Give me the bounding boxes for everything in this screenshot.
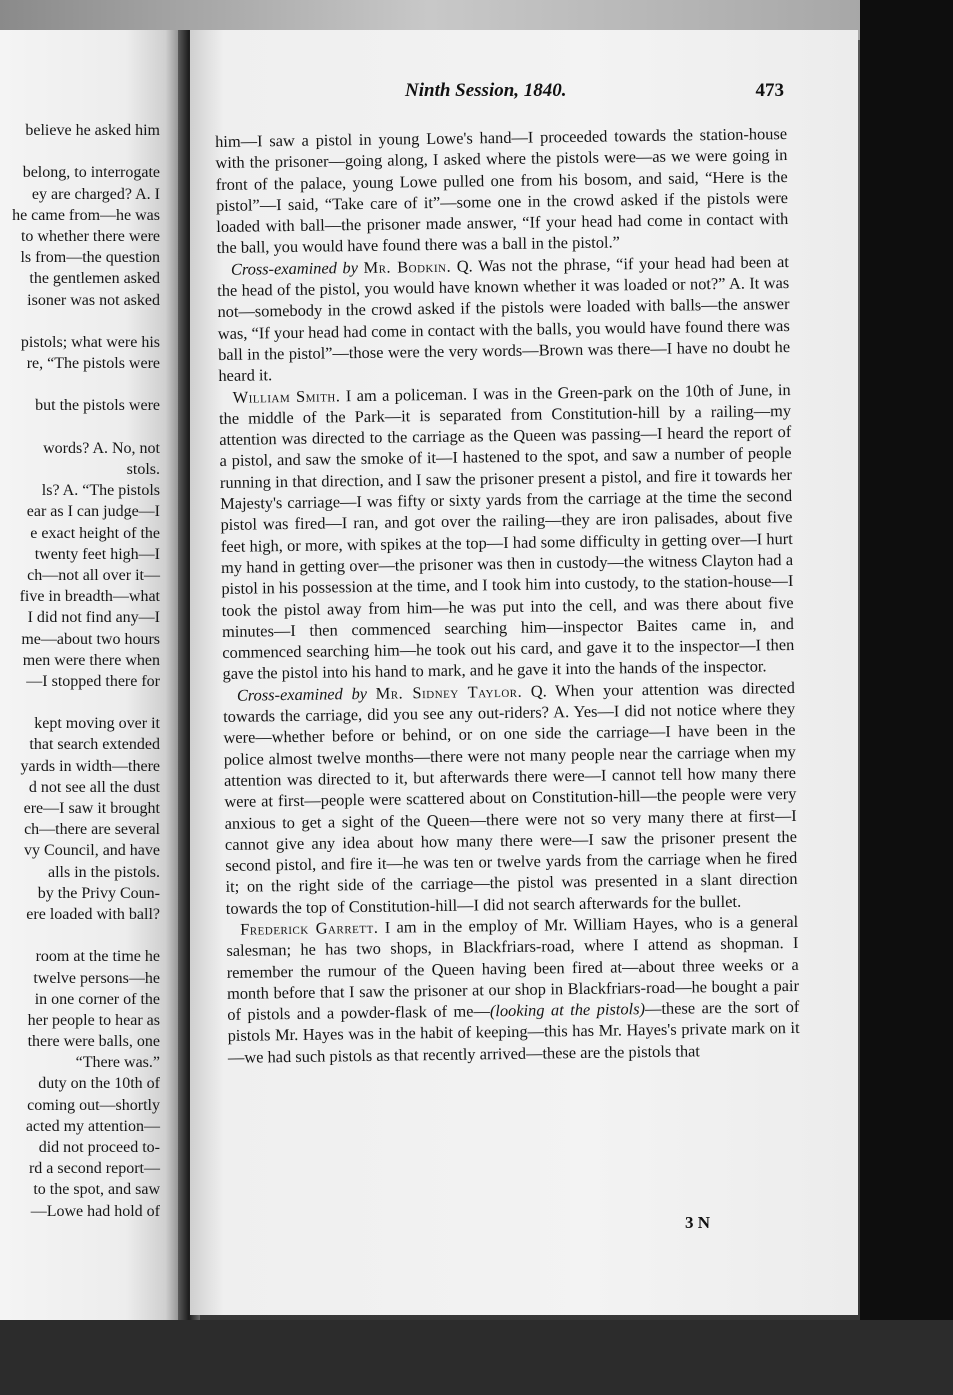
paragraph-text: I am in the employ of Mr. William Hayes, who is a general salesman; he has two shops, in Blackfriars-road, where I attend as shopman. I remember the rumour of the Queen having been fired at—about three weeks or a month before that I saw the prisoner at our shop in Blackfriars-road—he bought a pair of pistols and a powder-flask of me—	[226, 911, 800, 1025]
left-page-line: e exact height of the	[30, 524, 160, 542]
left-page-line: the gentlemen asked	[29, 270, 160, 288]
left-page-line: did not proceed to-	[38, 1139, 160, 1156]
paragraph-text: Q. Was not the phrase, “if your head had been at the head of the pistol, you would have known whether it was loaded or not?” A. It was not—somebody in the crowd asked if the pistols were loaded with balls—the answer was, “If your head had come in contact with the balls, you would have found there was ball in the pistol”—those were the very words—Brown was there—I have no doubt he heard it.	[217, 251, 791, 386]
left-page-line: re, “The pistols were	[26, 355, 160, 373]
left-page-line: d not see all the dust	[28, 778, 160, 796]
left-page-line: —I stopped there for	[26, 672, 160, 690]
stage-direction: (looking at the pistols)	[489, 999, 646, 1021]
paragraph-text: —these are the sort of pistols Mr. Hayes was in the habit of keeping—this has Mr. Hayes's private mark on it—we had such pistols as that recently arrived—these are the pistols that	[227, 997, 800, 1067]
left-page-line: pistols; what were his	[20, 333, 160, 351]
left-page-line: belong, to interrogate	[22, 164, 160, 182]
cross-examined-label: Cross-examined by	[230, 257, 359, 279]
paragraph-cross-exam-taylor	[223, 677, 798, 919]
page-body	[215, 123, 800, 1068]
left-page-line: —Lowe had hold of	[30, 1202, 160, 1220]
left-page-line: rd a second report—	[28, 1160, 160, 1178]
left-page-line: there were balls, one	[27, 1033, 160, 1051]
left-page-line: vy Council, and have	[24, 842, 160, 860]
left-page-line: duty on the 10th of	[38, 1075, 160, 1093]
left-page-line: twelve persons—he	[33, 969, 160, 987]
left-page-line: men were there when	[22, 651, 160, 669]
left-page-line	[0, 141, 160, 162]
page-number: 473	[755, 80, 784, 101]
paragraph-text: I am a policeman. I was in the Green-park on the 10th of June, in the middle of the Park—it is separated from Constitution-hill by a railing—my attention was directed to the carriage as the Queen was passing—I heard the report of a pistol, and saw the smoke of it—I hastened to the spot, and saw a number of people running in that direction, and I saw the prisoner present a pistol, and fire it towards her Majesty's carriage—I was fifty or sixty yards from the carriage at the time the second pistol was fired—I ran, and got over the railing—they are iron palisades, about five feet high, or more, with spikes at the top—I had some difficulty in getting over—I hurt my hand in getting over—the prisoner was then in custody—the witness Clayton had a pistol in his possession at the time, and I took him into custody, to the station-house—I took the pistol away from him—he was put into the cell, and was there about five minutes—I then commenced searching him—inspector Baites came in, and commenced searching him—he took out his card, and gave it to the inspector—I then gave the pistol into his hand to mark, and he gave it into the hands of the inspector.	[218, 379, 795, 684]
left-page-line: yards in width—there	[20, 757, 160, 775]
left-page-line	[0, 417, 160, 438]
left-page-line: believe he asked him	[25, 122, 160, 139]
counsel-name: Mr. Sidney Taylor.	[375, 681, 523, 703]
signature-mark: 3 N	[685, 1213, 711, 1232]
witness-name: William Smith.	[232, 385, 341, 407]
running-title: Ninth Session, 1840.	[405, 80, 567, 101]
left-page-line: alls in the pistols.	[48, 863, 160, 881]
left-page-line: her people to hear as	[27, 1011, 160, 1029]
left-page	[0, 30, 180, 1320]
left-page-line: he came from—he was	[12, 206, 160, 224]
paragraph-text: Q. When your attention was directed towards the carriage, did you see any out-riders? A. Yes—I did not notice where they were—whether before or behind, or on one side the carriage—I have been in the police almost twelve months—there were not many people near the carriage when my attention was directed to it, but afterwards there were—I cannot tell how many there were at first—people were scattered about on Constitution-hill—the people were very anxious to get a sight of the Queen—there were not so very many there at first—I cannot give any idea about how many there were—I saw the prisoner present the second pistol, and fire it—he was ten or twelve yards from the carriage when he fired it; on the right side of the carriage—the pistol was presented in a slant direction towards the top of Constitution-hill—I did not search afterwards for the bullet.	[223, 677, 798, 918]
left-page-line: ere—I saw it brought	[23, 800, 160, 817]
left-page-line	[0, 311, 160, 332]
left-page-line: in one corner of the	[34, 990, 160, 1008]
left-page-line: five in breadth—what	[19, 588, 160, 606]
left-page-line	[0, 925, 160, 946]
left-page-line: to the spot, and saw	[33, 1181, 160, 1199]
paragraph-cross-exam-bodkin	[217, 251, 791, 387]
left-page-line: isoner was not asked	[27, 291, 160, 309]
left-page-line: acted my attention—	[25, 1117, 160, 1135]
left-page-line: I did not find any—I	[27, 609, 160, 627]
bottom-edge	[0, 1320, 953, 1395]
left-page-line: words? A. No, not	[43, 439, 160, 457]
left-page-line: ey are charged? A. I	[31, 185, 160, 203]
left-page-line: ls? A. “The pistols	[41, 482, 160, 500]
left-page-text	[0, 120, 160, 1222]
paragraph-witness-smith	[219, 379, 795, 685]
left-page-line: ch—not all over it—	[27, 566, 160, 584]
left-page-line: room at the time he	[35, 948, 160, 966]
left-page-line: coming out—shortly	[27, 1096, 160, 1114]
left-page-line: ch—there are several	[24, 821, 160, 839]
left-page-line: “There was.”	[75, 1054, 160, 1072]
right-page	[190, 30, 858, 1315]
left-page-line	[0, 692, 160, 713]
counsel-name: Mr. Bodkin.	[363, 256, 452, 277]
left-page-line: but the pistols were	[35, 397, 160, 415]
paragraph-continuation: him—I saw a pistol in young Lowe's hand—I proceeded towards the station-house with the prisoner—going along, I asked where the pistols were—as we were going in front of the palace, young Lowe pulled one from his bosom, and said, “Here is the pistol”—I said, “Take care of it”—some one in the crowd asked if the pistols were loaded with ball—the prisoner made answer, “If your head had come in contact with the ball, you would have found there was a ball in the pistol.”	[215, 124, 789, 258]
right-dark-margin	[860, 0, 953, 1395]
witness-name: Frederick Garrett.	[240, 917, 379, 939]
left-page-line: that search extended	[29, 736, 160, 754]
left-page-line: stols.	[126, 461, 160, 478]
page-header	[190, 80, 790, 110]
left-page-line: by the Privy Coun-	[37, 884, 160, 902]
left-page-line: ls from—the question	[20, 249, 160, 267]
left-page-line: kept moving over it	[34, 715, 160, 733]
left-page-line: ear as I can judge—I	[26, 503, 160, 521]
left-page-line: to whether there were	[20, 227, 160, 245]
left-page-line: ere loaded with ball?	[26, 905, 160, 923]
left-page-line	[0, 374, 160, 395]
left-page-line: me—about two hours	[21, 630, 160, 648]
paragraph-witness-garrett	[226, 911, 800, 1068]
cross-examined-label: Cross-examined by	[236, 683, 368, 705]
left-page-line: twenty feet high—I	[34, 545, 160, 563]
